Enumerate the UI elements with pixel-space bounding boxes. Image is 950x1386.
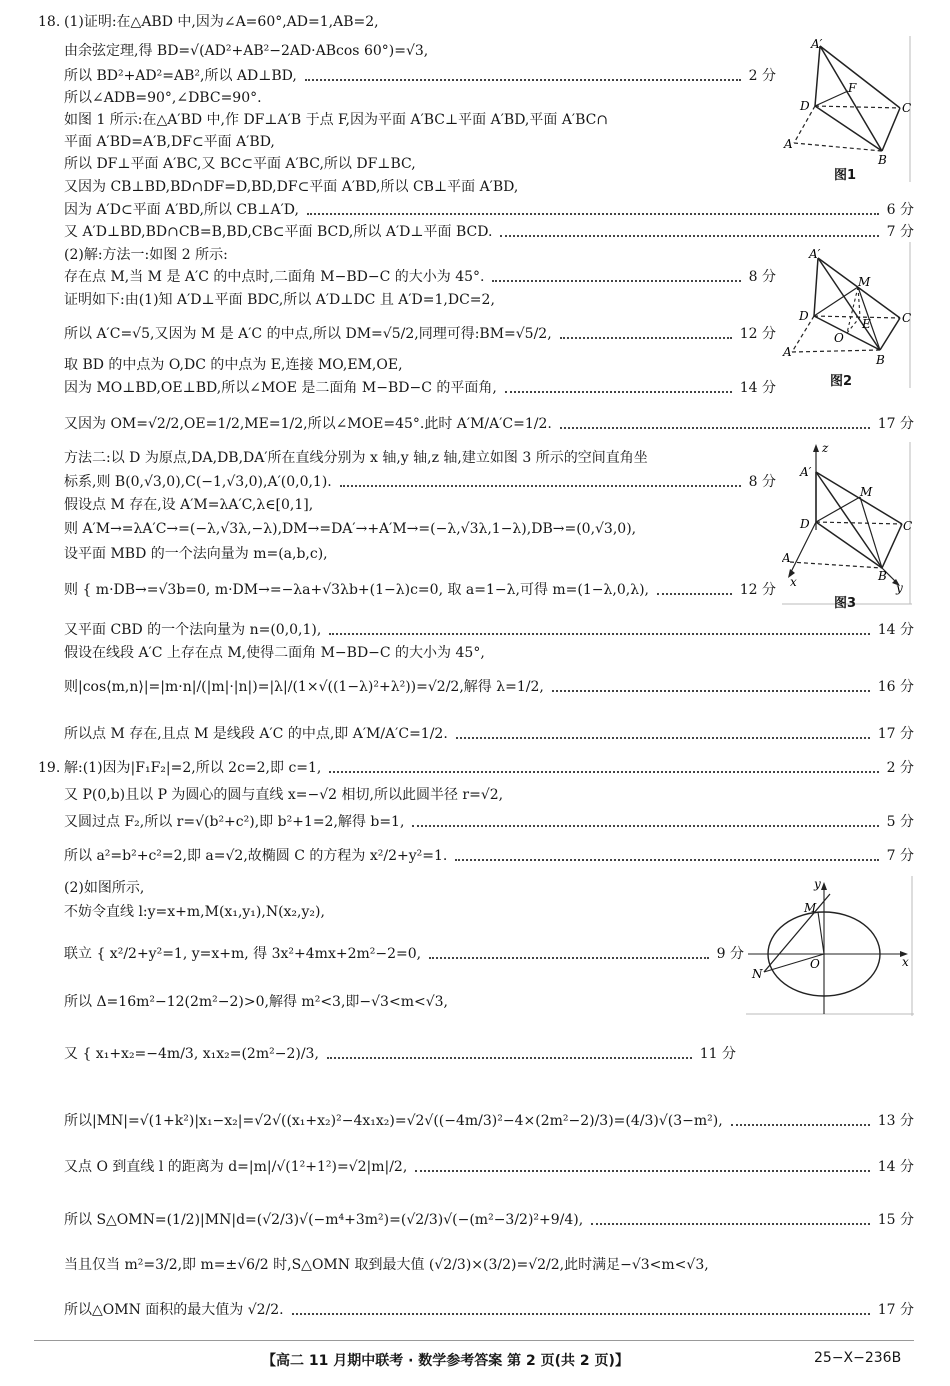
fig2-point-a-prime: A′	[809, 247, 821, 261]
q18-line-15: 取 BD 的中点为 O,DC 的中点为 E,连接 MO,EM,OE,	[64, 357, 403, 373]
figure-2-caption: 图2	[830, 374, 853, 389]
fig3-point-a-prime: A′	[800, 465, 812, 479]
q18-line-24: 又平面 CBD 的一个法向量为 n=(0,0,1), 14 分	[64, 622, 914, 638]
q18-line-27: 所以点 M 存在,且点 M 是线段 A′C 的中点,即 A′M/A′C=1/2. 17 分	[64, 726, 914, 742]
score-label: 8 分	[748, 474, 776, 490]
fig3-axis-z: z	[822, 442, 829, 455]
fig3-axis-y: y	[896, 581, 903, 595]
q18-line-21: 则 A′M→=λA′C→=(−λ,√3λ,−λ),DM→=DA′→+A′M→=(−λ,√3λ,1−λ),DB→=(0,√3,0),	[64, 521, 637, 537]
fig2-point-d: D	[799, 309, 809, 323]
q18-line-4: 所以∠ADB=90°,∠DBC=90°.	[64, 90, 262, 106]
footer-divider	[34, 1340, 914, 1341]
q18-line-2: 由余弦定理,得 BD=√(AD²+AB²−2AD·ABcos 60°)=√3,	[64, 43, 429, 59]
ellipse-point-m: M	[804, 901, 817, 915]
fig3-point-b: B	[878, 569, 887, 583]
score-label: 15 分	[877, 1212, 914, 1228]
q19-line-6: 不妨令直线 l:y=x+m,M(x₁,y₁),N(x₂,y₂),	[64, 904, 325, 920]
q18-line-17: 又因为 OM=√2/2,OE=1/2,ME=1/2,所以∠MOE=45°.此时 A′M/A′C=1/2. 17 分	[64, 416, 914, 432]
fig1-point-c: C	[902, 101, 912, 115]
q18-line-9: 因为 A′D⊂平面 A′BD,所以 CB⊥A′D, 6 分	[64, 202, 914, 218]
fig3-axis-x: x	[790, 575, 797, 589]
score-label: 2 分	[886, 760, 914, 776]
fig2-point-e: E	[862, 317, 871, 331]
q19-line-9: 又 { x₁+x₂=−4m/3, x₁x₂=(2m²−2)/3, 11 分	[64, 1046, 736, 1062]
ellipse-axis-x: x	[902, 955, 909, 969]
q18-line-8: 又因为 CB⊥BD,BD∩DF=D,BD,DF⊂平面 A′BD,所以 CB⊥平面 A′BD,	[64, 179, 519, 195]
q18-line-23: 则 { m·DB→=√3b=0, m·DM→=−λa+√3λb+(1−λ)c=0, 取 a=1−λ,可得 m=(1−λ,0,λ), 12 分	[64, 582, 776, 598]
fig1-point-a: A	[784, 137, 793, 151]
score-label: 6 分	[886, 202, 914, 218]
fig3-point-c: C	[903, 519, 912, 533]
score-label: 5 分	[886, 814, 914, 830]
score-label: 13 分	[877, 1113, 914, 1129]
q19-line-5: (2)如图所示,	[64, 880, 145, 896]
figure-1-caption: 图1	[834, 168, 857, 183]
ellipse-point-o: O	[810, 957, 820, 971]
score-label: 12 分	[739, 326, 776, 342]
score-label: 17 分	[877, 1302, 914, 1318]
ellipse-axis-y: y	[814, 877, 821, 891]
score-label: 7 分	[886, 848, 914, 864]
score-label: 12 分	[739, 582, 776, 598]
score-label: 16 分	[877, 679, 914, 695]
q18-line-1: (1)证明:在△ABD 中,因为∠A=60°,AD=1,AB=2,	[64, 14, 379, 30]
q19-line-1: 解:(1)因为|F₁F₂|=2,所以 2c=2,即 c=1, 2 分	[64, 760, 914, 776]
q18-line-25: 假设在线段 A′C 上存在点 M,使得二面角 M−BD−C 的大小为 45°,	[64, 645, 485, 661]
q18-line-10: 又 A′D⊥BD,BD∩CB=B,BD,CB⊂平面 BCD,所以 A′D⊥平面 BCD. 7 分	[64, 224, 914, 240]
q18-line-14: 所以 A′C=√5,又因为 M 是 A′C 的中点,所以 DM=√5/2,同理可得:BM=√5/2, 12 分	[64, 326, 776, 342]
q18-line-22: 设平面 MBD 的一个法向量为 m=(a,b,c),	[64, 546, 328, 562]
q19-line-7: 联立 { x²/2+y²=1, y=x+m, 得 3x²+4mx+2m²−2=0, 9 分	[64, 946, 744, 962]
fig3-point-m: M	[860, 485, 873, 499]
fig2-point-b: B	[876, 353, 885, 367]
q18-line-13: 证明如下:由(1)知 A′D⊥平面 BDC,所以 A′D⊥DC 且 A′D=1,DC=2,	[64, 292, 495, 308]
q18-line-7: 所以 DF⊥平面 A′BC,又 BC⊂平面 A′BC,所以 DF⊥BC,	[64, 156, 416, 172]
score-label: 8 分	[748, 269, 776, 285]
fig2-point-o: O	[834, 331, 844, 345]
q19-line-12: 所以 S△OMN=(1/2)|MN|d=(√2/3)√(−m⁴+3m²)=(√2/3)√(−(m²−3/2)²+9/4), 15 分	[64, 1212, 914, 1228]
q18-line-12: 存在点 M,当 M 是 A′C 的中点时,二面角 M−BD−C 的大小为 45°. 8 分	[64, 269, 776, 285]
q18-line-11: (2)解:方法一:如图 2 所示:	[64, 247, 228, 263]
score-label: 17 分	[877, 416, 914, 432]
figure-3	[782, 442, 912, 611]
q19-line-8: 所以 Δ=16m²−12(2m²−2)>0,解得 m²<3,即−√3<m<√3,	[64, 994, 448, 1010]
figure-ellipse	[746, 876, 914, 1016]
score-label: 14 分	[877, 622, 914, 638]
score-label: 14 分	[877, 1159, 914, 1175]
figure-3-caption: 图3	[834, 596, 857, 611]
fig1-point-b: B	[878, 153, 887, 167]
score-label: 17 分	[877, 726, 914, 742]
q19-line-4: 所以 a²=b²+c²=2,即 a=√2,故椭圆 C 的方程为 x²/2+y²=1. 7 分	[64, 848, 914, 864]
figure-2	[782, 242, 912, 388]
q18-line-19: 标系,则 B(0,√3,0),C(−1,√3,0),A′(0,0,1). 8 分	[64, 474, 776, 490]
footer-title: 【高二 11 月期中联考 · 数学参考答案 第 2 页(共 2 页)】	[262, 1353, 629, 1369]
q19-line-14: 所以△OMN 面积的最大值为 √2/2. 17 分	[64, 1302, 914, 1318]
footer-code: 25−X−236B	[814, 1350, 902, 1366]
fig2-point-a: A	[783, 345, 792, 359]
q18-line-18: 方法二:以 D 为原点,DA,DB,DA′所在直线分别为 x 轴,y 轴,z 轴,建立如图 3 所示的空间直角坐	[64, 450, 648, 466]
question-number-18: 18.	[38, 14, 61, 30]
fig2-point-c: C	[902, 311, 912, 325]
score-label: 11 分	[699, 1046, 736, 1062]
q18-line-5: 如图 1 所示:在△A′BD 中,作 DF⊥A′B 于点 F,因为平面 A′BC⊥平面 A′BD,平面 A′BC∩	[64, 112, 609, 128]
fig2-point-m: M	[858, 275, 871, 289]
score-label: 9 分	[716, 946, 744, 962]
q19-line-3: 又圆过点 F₂,所以 r=√(b²+c²),即 b²+1=2,解得 b=1, 5 分	[64, 814, 914, 830]
score-label: 2 分	[748, 68, 776, 84]
q19-line-11: 又点 O 到直线 l 的距离为 d=|m|/√(1²+1²)=√2|m|/2, 14 分	[64, 1159, 914, 1175]
question-number-19: 19.	[38, 760, 61, 776]
fig1-point-f: F	[848, 81, 857, 95]
score-label: 7 分	[886, 224, 914, 240]
score-label: 14 分	[739, 380, 776, 396]
fig1-point-a-prime: A′	[811, 37, 823, 51]
figure-1	[782, 36, 912, 182]
fig3-point-a: A	[782, 551, 791, 565]
q19-line-2: 又 P(0,b)且以 P 为圆心的圆与直线 x=−√2 相切,所以此圆半径 r=√2,	[64, 787, 504, 803]
q18-line-16: 因为 MO⊥BD,OE⊥BD,所以∠MOE 是二面角 M−BD−C 的平面角, 14 分	[64, 380, 776, 396]
q19-line-13: 当且仅当 m²=3/2,即 m=±√6/2 时,S△OMN 取到最大值 (√2/3)×(3/2)=√2/2,此时满足−√3<m<√3,	[64, 1257, 709, 1273]
fig1-point-d: D	[800, 99, 810, 113]
q18-line-6: 平面 A′BD=A′B,DF⊂平面 A′BD,	[64, 134, 275, 150]
ellipse-point-n: N	[752, 967, 763, 981]
q18-line-26: 则|cos⟨m,n⟩|=|m·n|/(|m|·|n|)=|λ|/(1×√((1−λ)²+λ²))=√2/2,解得 λ=1/2, 16 分	[64, 679, 914, 695]
q18-line-20: 假设点 M 存在,设 A′M=λA′C,λ∈[0,1],	[64, 497, 314, 513]
fig3-point-d: D	[800, 517, 810, 531]
q18-line-3: 所以 BD²+AD²=AB²,所以 AD⊥BD, 2 分	[64, 68, 776, 84]
q19-line-10: 所以|MN|=√(1+k²)|x₁−x₂|=√2√((x₁+x₂)²−4x₁x₂)=√2√((−4m/3)²−4×(2m²−2)/3)=(4/3)√(3−m²), 13 分	[64, 1113, 914, 1129]
